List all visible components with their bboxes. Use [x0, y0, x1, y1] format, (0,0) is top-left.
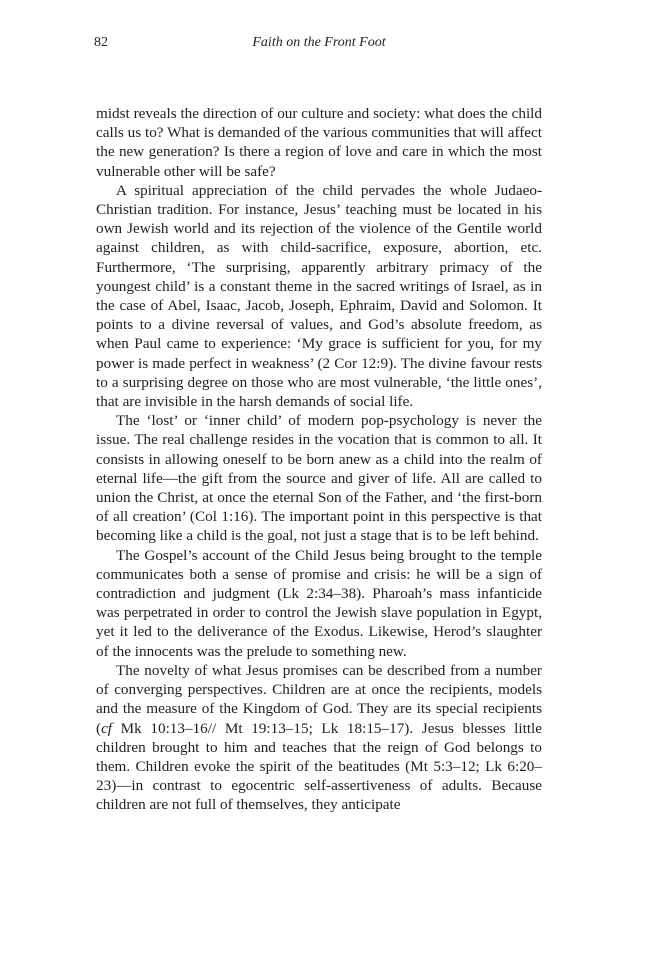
page-header: [96, 35, 542, 55]
running-title: Faith on the Front Foot: [252, 35, 386, 50]
paragraph-5: [96, 661, 542, 815]
page-number: 82: [94, 35, 108, 50]
paragraph-1: midst reveals the direction of our culture and society: what does the child calls us to? What is demanded of the various communities that will affect the new generation? Is there a region of love and care in which the most vulnerable other will be safe?: [96, 105, 542, 180]
paragraph-3: The ‘lost’ or ‘inner child’ of modern pop-psychology is never the issue. The real challenge resides in the vocation that is common to all. It consists in allowing oneself to be born anew as a child into the realm of eternal life—the gift from the source and giver of life. All are called to union the Christ, at once the eternal Son of the Father, and ‘the first-born of all creation’ (Col 1:16). The important point in this perspective is that becoming like a child is the goal, not just a stage that is to be left behind.: [96, 412, 542, 545]
paragraph-5-text-after: Mk 10:13–16// Mt 19:13–15; Lk 18:15–17). Jesus blesses little children brought to him and teaches that the reign of God belongs to them. Children evoke the spirit of the beatitudes (Mt 5:3–12; Lk 6:20–23)—in contrast to egocentric self-assertiveness of adults. Because children are not full of themselves, they anticipate: [96, 719, 542, 814]
paragraph-4: The Gospel’s account of the Child Jesus being brought to the temple communicates both a sense of promise and crisis: he will be a sign of contradiction and judgment (Lk 2:34–38). Pharoah’s mass infanticide was perpetrated in order to control the Jewish slave population in Egypt, yet it led to the deliverance of the Exodus. Likewise, Herod’s slaughter of the innocents was the prelude to something new.: [96, 546, 542, 660]
paragraph-5-italic-cf: cf: [101, 719, 113, 737]
paragraph-5-text-before: The novelty of what Jesus promises can be described from a number of converging perspectives. Children are at once the recipients, models and the measure of the Kingdom of God. They are its special recipients (: [96, 661, 542, 737]
paragraph-2: A spiritual appreciation of the child pervades the whole Judaeo-Christian tradition. For instance, Jesus’ teaching must be located in his own Jewish world and its rejection of the violence of the Gentile world against children, as with child-sacrifice, exposure, abortion, etc. Furthermore, ‘The surprising, apparently arbitrary primacy of the youngest child’ is a constant theme in the sacred writings of Israel, as in the case of Abel, Isaac, Jacob, Joseph, Ephraim, David and Solomon. It points to a divine reversal of values, and God’s absolute freedom, as when Paul came to experience: ‘My grace is sufficient for you, for my power is made perfect in weakness’ (2 Cor 12:9). The divine favour rests to a surprising degree on those who are most vulnerable, ‘the little ones’, that are invisible in the harsh demands of social life.: [96, 181, 542, 411]
body-text: [96, 104, 542, 815]
